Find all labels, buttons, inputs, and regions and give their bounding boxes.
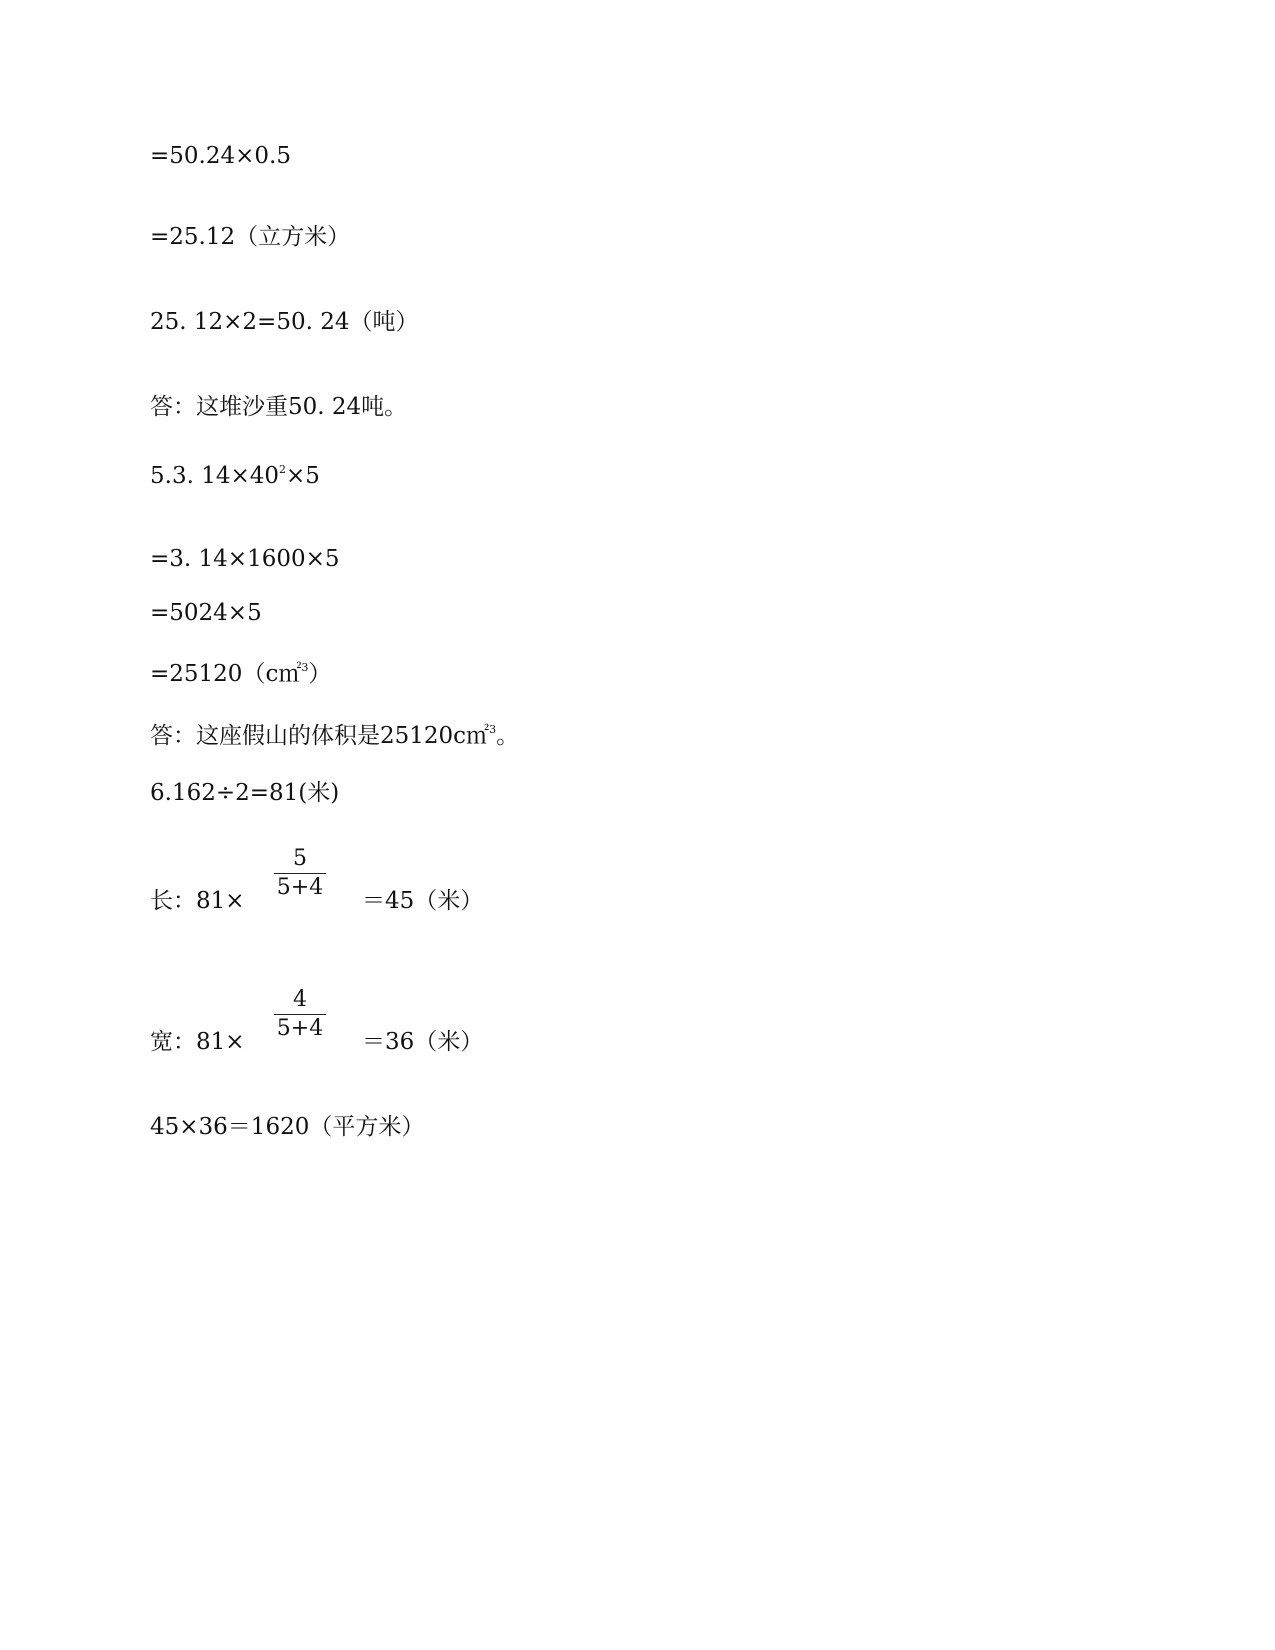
answer-rockery-end: 。 bbox=[496, 723, 520, 749]
length-calc-prefix: 长：81× bbox=[150, 888, 245, 914]
problem-5-result-close: ） bbox=[308, 661, 332, 687]
area-calc-line: 45×36＝1620（平方米） bbox=[150, 1114, 425, 1140]
width-fraction bbox=[272, 987, 328, 1042]
calc-line-volume-result: =25.12（立方米） bbox=[150, 224, 351, 250]
problem-5-expression bbox=[150, 461, 320, 491]
problem-5-result-value: =25120（c㎡ bbox=[150, 661, 302, 687]
calc-line-problem-5-step1: =3. 14×1600×5 bbox=[150, 546, 340, 572]
calc-line-problem-5-result bbox=[150, 659, 331, 689]
problem-5-result-exponent: 3 bbox=[301, 661, 309, 674]
answer-rockery-text: 答：这座假山的体积是25120c㎡ bbox=[150, 723, 490, 749]
width-fraction-numerator: 4 bbox=[293, 987, 307, 1012]
length-fraction-denominator: 5+4 bbox=[276, 875, 324, 900]
width-fraction-bar bbox=[274, 1014, 326, 1015]
length-fraction bbox=[272, 846, 328, 901]
calc-line-weight: 25. 12×2=50. 24（吨） bbox=[150, 309, 419, 335]
problem-6-expression: 6.162÷2=81(米) bbox=[150, 780, 340, 806]
length-fraction-bar bbox=[274, 873, 326, 874]
width-calc-prefix: 宽：81× bbox=[150, 1029, 245, 1055]
calc-line-volume-step: =50.24×0.5 bbox=[150, 143, 291, 169]
length-fraction-numerator: 5 bbox=[293, 846, 307, 871]
width-calc-result: ＝36（米） bbox=[362, 1029, 484, 1055]
problem-5-exponent: 2 bbox=[279, 463, 287, 476]
width-fraction-denominator: 5+4 bbox=[276, 1016, 324, 1041]
answer-sand-weight: 答：这堆沙重50. 24吨。 bbox=[150, 394, 408, 420]
problem-5-base: 5.3. 14×40 bbox=[150, 463, 280, 489]
answer-rockery-exponent: 3 bbox=[489, 723, 497, 736]
answer-rockery-volume bbox=[150, 721, 519, 751]
problem-5-tail: ×5 bbox=[286, 463, 320, 489]
calc-line-problem-5-step2: =5024×5 bbox=[150, 600, 262, 626]
length-calc-result: ＝45（米） bbox=[362, 888, 484, 914]
